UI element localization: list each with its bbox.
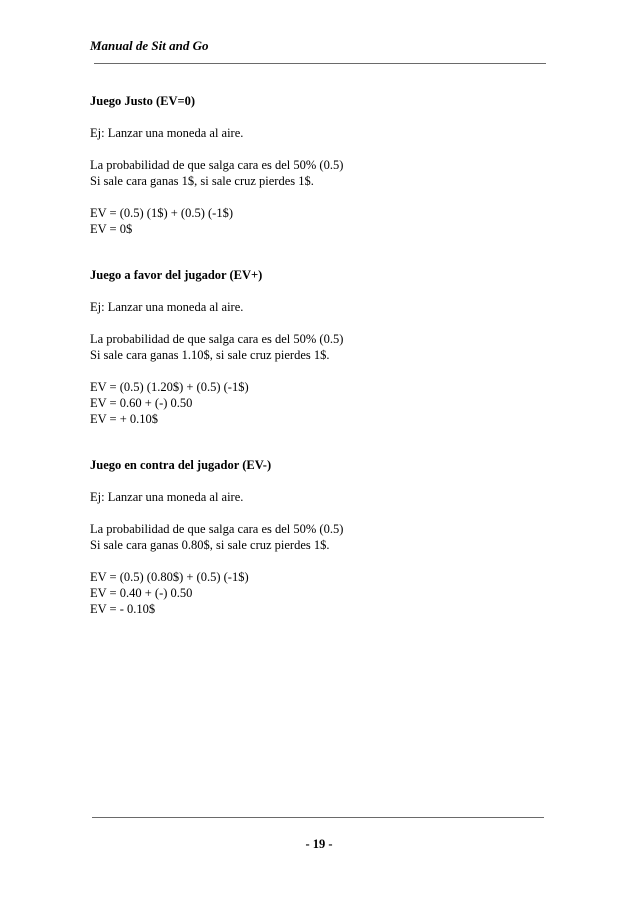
equation-line: EV = 0$ [90,222,133,236]
probability-line: Si sale cara ganas 1$, si sale cruz pierdes 1$. [90,174,314,188]
probability-line: La probabilidad de que salga cara es del 50% (0.5) [90,332,344,346]
footer-rule [92,817,544,818]
section-heading: Juego a favor del jugador (EV+) [90,268,263,282]
section-heading: Juego en contra del jugador (EV-) [90,458,272,472]
example-text: Ej: Lanzar una moneda al aire. [90,300,244,314]
section-heading: Juego Justo (EV=0) [90,94,196,108]
page-header-title: Manual de Sit and Go [90,38,209,53]
equation-line: EV = 0.60 + (-) 0.50 [90,396,193,410]
probability-line: Si sale cara ganas 0.80$, si sale cruz pierdes 1$. [90,538,330,552]
page-number: - 19 - [305,837,333,851]
equation-line: EV = - 0.10$ [90,602,156,616]
equation-line: EV = + 0.10$ [90,412,159,426]
equation-line: EV = (0.5) (1.20$) + (0.5) (-1$) [90,380,249,394]
probability-line: La probabilidad de que salga cara es del 50% (0.5) [90,522,344,536]
example-text: Ej: Lanzar una moneda al aire. [90,126,244,140]
section-negative-ev [90,457,550,617]
section-fair-game [90,93,550,237]
section-positive-ev [90,267,550,427]
probability-line: La probabilidad de que salga cara es del 50% (0.5) [90,158,344,172]
equation-line: EV = (0.5) (0.80$) + (0.5) (-1$) [90,570,249,584]
header-rule [94,63,546,64]
example-text: Ej: Lanzar una moneda al aire. [90,490,244,504]
equation-line: EV = (0.5) (1$) + (0.5) (-1$) [90,206,233,220]
equation-line: EV = 0.40 + (-) 0.50 [90,586,193,600]
probability-line: Si sale cara ganas 1.10$, si sale cruz pierdes 1$. [90,348,330,362]
page-content [90,93,550,617]
